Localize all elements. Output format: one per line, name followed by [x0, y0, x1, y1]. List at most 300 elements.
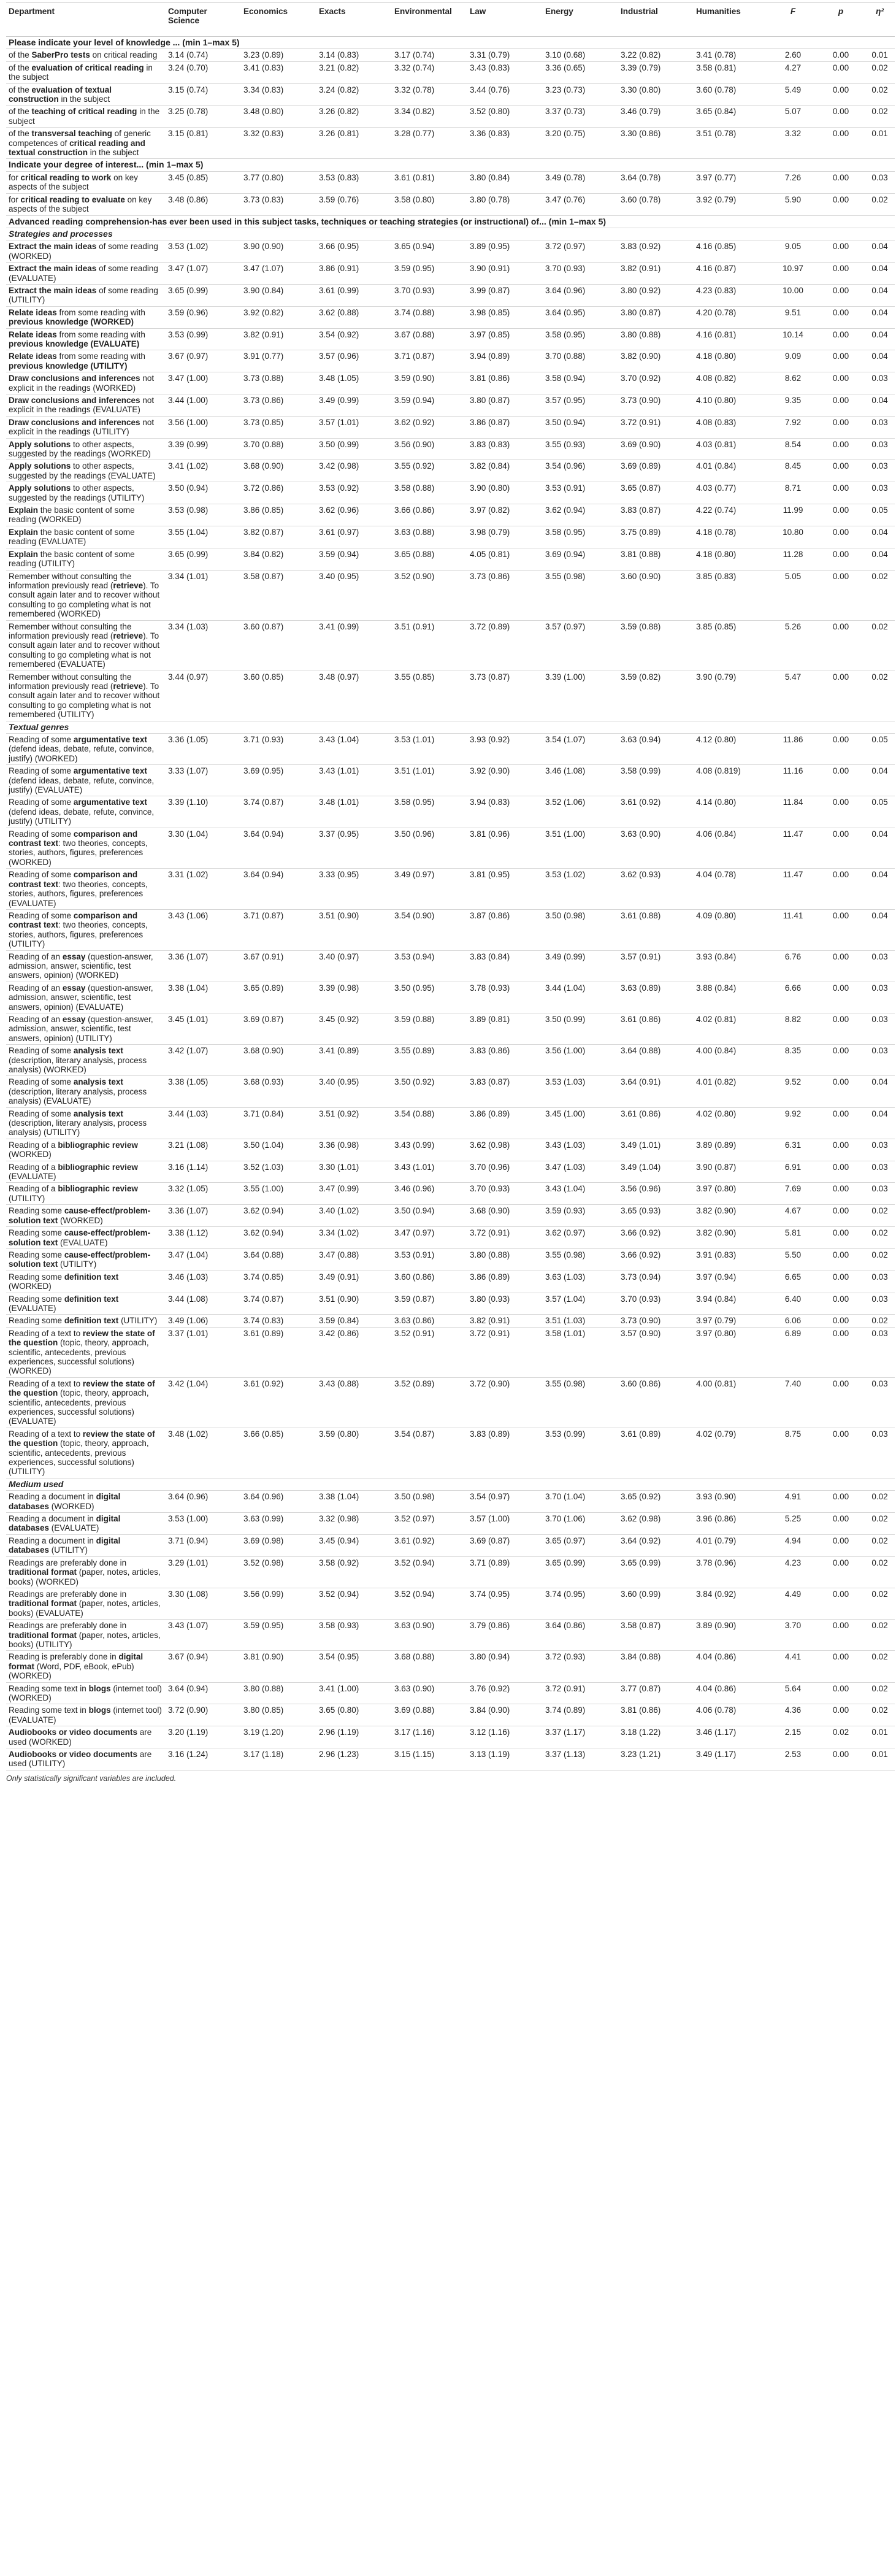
cell-value: 3.70 (1.06): [543, 1513, 618, 1535]
cell-value: 10.80: [769, 526, 817, 548]
cell-value: 3.65 (0.80): [316, 1704, 392, 1726]
label-text: (question-answer, admission, answer, scientific, test answers, opinion) (EVALUATE): [9, 983, 153, 1012]
cell-value: 0.00: [817, 796, 865, 828]
cell-value: 3.64 (0.94): [241, 869, 316, 910]
cell-value: 0.00: [817, 1271, 865, 1293]
table-row: [6, 526, 895, 548]
cell-value: 3.88 (0.84): [694, 982, 769, 1013]
label-emphasis: review the state of the question: [9, 1429, 155, 1448]
row-label: [6, 1139, 166, 1161]
cell-value: 3.61 (0.88): [618, 909, 694, 950]
cell-value: 3.17 (0.74): [392, 49, 467, 61]
row-label: [6, 460, 166, 482]
cell-value: 0.00: [817, 1139, 865, 1161]
column-header: Energy: [543, 3, 618, 37]
cell-value: 3.62 (0.94): [241, 1205, 316, 1227]
cell-value: 0.00: [817, 106, 865, 128]
label-emphasis: argumentative text: [73, 735, 147, 744]
cell-value: 3.64 (0.94): [166, 1682, 241, 1704]
cell-value: 3.44 (1.08): [166, 1293, 241, 1315]
label-emphasis: traditional format: [9, 1567, 77, 1577]
label-emphasis: definition text: [64, 1316, 119, 1326]
cell-value: 0.00: [817, 1248, 865, 1271]
cell-value: 3.64 (0.95): [543, 306, 618, 328]
cell-value: 3.57 (0.96): [316, 350, 392, 372]
cell-value: 4.04 (0.86): [694, 1651, 769, 1682]
subsection-heading-row: [6, 1478, 895, 1490]
label-text: Readings are preferably done in: [9, 1589, 127, 1599]
label-emphasis: argumentative text: [73, 766, 147, 776]
cell-value: 3.57 (1.04): [543, 1293, 618, 1315]
cell-value: 3.55 (0.92): [392, 460, 467, 482]
cell-value: 3.68 (0.90): [241, 1045, 316, 1076]
cell-value: 3.23 (0.89): [241, 49, 316, 61]
label-text: (question-answer, admission, answer, scientific, test answers, opinion) (UTILITY): [9, 1014, 153, 1043]
cell-value: 4.91: [769, 1491, 817, 1513]
cell-value: 0.04: [865, 306, 895, 328]
cell-value: 3.41 (0.78): [694, 49, 769, 61]
cell-value: 4.04 (0.78): [694, 869, 769, 910]
label-text: (defend ideas, debate, refute, convince, justify) (UTILITY): [9, 807, 155, 826]
cell-value: 3.73 (0.85): [241, 416, 316, 438]
label-emphasis: cause-effect/problem-solution text: [9, 1206, 151, 1225]
label-text: (paper, notes, articles, books) (UTILITY): [9, 1630, 161, 1649]
label-text: Reading some text in: [9, 1705, 89, 1715]
cell-value: 3.50 (0.92): [392, 1076, 467, 1107]
cell-value: 3.23 (0.73): [543, 83, 618, 106]
cell-value: 3.59 (0.82): [618, 671, 694, 721]
cell-value: 4.02 (0.79): [694, 1428, 769, 1478]
cell-value: 0.00: [817, 671, 865, 721]
label-text: ). To consult again later and to recover without consulting to go completing what is not remembered (WORKED): [9, 580, 160, 619]
label-text: : two theories, concepts, stories, authors, figures, preferences (WORKED): [9, 839, 148, 867]
cell-value: 4.23 (0.83): [694, 284, 769, 306]
cell-value: 4.20 (0.78): [694, 306, 769, 328]
cell-value: 3.81 (0.96): [467, 828, 543, 869]
row-label: [6, 1227, 166, 1249]
label-text: (paper, notes, articles, books) (EVALUATE): [9, 1599, 161, 1618]
cell-value: 0.00: [817, 548, 865, 570]
label-emphasis: Draw conclusions and inferences: [9, 374, 140, 383]
cell-value: 3.62 (0.98): [618, 1513, 694, 1535]
cell-value: 3.83 (0.87): [618, 504, 694, 526]
table-row: [6, 1682, 895, 1704]
table-row: [6, 1139, 895, 1161]
label-emphasis: essay: [62, 1014, 86, 1024]
table-row: [6, 869, 895, 910]
cell-value: 3.59 (0.94): [392, 394, 467, 417]
label-emphasis: definition text: [64, 1272, 119, 1282]
cell-value: 3.22 (0.82): [618, 49, 694, 61]
cell-value: 0.00: [817, 1045, 865, 1076]
cell-value: 3.69 (0.89): [618, 460, 694, 482]
label-text: Remember without consulting the information previously read (: [9, 672, 132, 691]
label-emphasis: blogs: [88, 1683, 111, 1693]
label-text: to other aspects, suggested by the readings (UTILITY): [9, 483, 145, 502]
cell-value: 4.22 (0.74): [694, 504, 769, 526]
cell-value: 4.94: [769, 1534, 817, 1556]
label-text: Remember without consulting the information previously read (: [9, 621, 132, 640]
label-text: the basic content of some reading (EVALUATE): [9, 527, 135, 547]
table-row: [6, 620, 895, 671]
cell-value: 3.53 (0.83): [316, 171, 392, 193]
cell-value: 3.57 (0.90): [618, 1327, 694, 1377]
cell-value: 3.51 (1.01): [392, 765, 467, 796]
cell-value: 0.02: [865, 1651, 895, 1682]
cell-value: 3.55 (1.00): [241, 1183, 316, 1205]
cell-value: 3.83 (0.92): [618, 240, 694, 263]
row-label: [6, 416, 166, 438]
cell-value: 0.00: [817, 734, 865, 765]
cell-value: 0.00: [817, 416, 865, 438]
cell-value: 3.64 (0.94): [241, 828, 316, 869]
cell-value: 3.65 (0.92): [618, 1491, 694, 1513]
row-label: [6, 1726, 166, 1748]
cell-value: 0.00: [817, 61, 865, 83]
row-label: [6, 438, 166, 460]
label-text: (WORKED): [58, 1215, 103, 1225]
column-header: Economics: [241, 3, 316, 37]
cell-value: 3.71 (0.84): [241, 1107, 316, 1139]
cell-value: 3.84 (0.92): [694, 1588, 769, 1619]
row-label: [6, 193, 166, 215]
cell-value: 3.68 (0.88): [392, 1651, 467, 1682]
cell-value: 3.32 (0.78): [392, 83, 467, 106]
cell-value: 0.00: [817, 1293, 865, 1315]
label-text: in the subject: [88, 148, 139, 158]
label-emphasis: transversal teaching: [31, 129, 112, 139]
cell-value: 0.01: [865, 128, 895, 159]
label-emphasis: bibliographic review: [58, 1140, 138, 1150]
section-heading-row: [6, 215, 895, 228]
cell-value: 3.72 (0.91): [618, 416, 694, 438]
cell-value: 3.67 (0.88): [392, 328, 467, 350]
cell-value: 3.98 (0.85): [467, 306, 543, 328]
label-text: Reading of an: [9, 952, 63, 961]
table-row: [6, 1513, 895, 1535]
cell-value: 3.62 (0.97): [543, 1227, 618, 1249]
cell-value: 3.82 (0.90): [618, 350, 694, 372]
table-row: [6, 372, 895, 394]
cell-value: 3.94 (0.84): [694, 1293, 769, 1315]
cell-value: 6.06: [769, 1315, 817, 1327]
label-text: : two theories, concepts, stories, authors, figures, preferences (UTILITY): [9, 920, 148, 949]
cell-value: 0.00: [817, 620, 865, 671]
cell-value: 5.05: [769, 570, 817, 620]
row-label: [6, 350, 166, 372]
cell-value: 3.24 (0.70): [166, 61, 241, 83]
cell-value: 3.36 (1.07): [166, 1205, 241, 1227]
label-text: (UTILITY): [118, 1316, 158, 1326]
table-row: [6, 128, 895, 159]
cell-value: 3.86 (0.91): [316, 263, 392, 285]
cell-value: 0.00: [817, 1620, 865, 1651]
table-row: [6, 350, 895, 372]
cell-value: 3.53 (0.91): [392, 1248, 467, 1271]
cell-value: 3.43 (1.04): [543, 1183, 618, 1205]
cell-value: 0.04: [865, 526, 895, 548]
label-text: from some reading with: [56, 329, 145, 339]
label-text: (topic, theory, approach, scientific, antecedents, previous experiences, successful solutions) (EVALUATE): [9, 1388, 149, 1426]
cell-value: 0.04: [865, 1076, 895, 1107]
label-text: Reading of a text to: [9, 1378, 83, 1388]
cell-value: 3.30 (1.01): [316, 1161, 392, 1183]
table-row: [6, 61, 895, 83]
cell-value: 3.82 (0.90): [694, 1227, 769, 1249]
cell-value: 3.46 (0.79): [618, 106, 694, 128]
cell-value: 3.80 (0.88): [618, 328, 694, 350]
cell-value: 3.20 (0.75): [543, 128, 618, 159]
cell-value: 3.85 (0.83): [694, 570, 769, 620]
label-text: ). To consult again later and to recover without consulting to go completing what is not remembered (UTILITY): [9, 681, 160, 720]
cell-value: 3.65 (0.99): [618, 1556, 694, 1588]
cell-value: 3.42 (1.07): [166, 1045, 241, 1076]
cell-value: 3.84 (0.82): [241, 548, 316, 570]
cell-value: 4.02 (0.80): [694, 1107, 769, 1139]
cell-value: 3.52 (0.94): [392, 1588, 467, 1619]
row-label: [6, 950, 166, 982]
label-emphasis: comparison and contrast text: [9, 829, 138, 848]
cell-value: 3.59 (0.95): [392, 263, 467, 285]
cell-value: 3.24 (0.82): [316, 83, 392, 106]
cell-value: 3.73 (0.86): [241, 394, 316, 417]
cell-value: 3.52 (0.97): [392, 1513, 467, 1535]
cell-value: 11.47: [769, 869, 817, 910]
label-text: Reading some: [9, 1228, 64, 1238]
table-row: [6, 1161, 895, 1183]
label-emphasis: Relate ideas: [9, 329, 57, 339]
cell-value: 8.45: [769, 460, 817, 482]
table-row: [6, 671, 895, 721]
cell-value: 3.65 (0.93): [618, 1205, 694, 1227]
row-label: [6, 49, 166, 61]
table-row: [6, 950, 895, 982]
cell-value: 3.61 (0.86): [618, 1013, 694, 1044]
cell-value: 3.60 (0.87): [241, 620, 316, 671]
row-label: [6, 284, 166, 306]
cell-value: 0.03: [865, 482, 895, 504]
table-row: [6, 828, 895, 869]
cell-value: 5.50: [769, 1248, 817, 1271]
cell-value: 3.30 (1.08): [166, 1588, 241, 1619]
cell-value: 3.74 (0.87): [241, 796, 316, 828]
cell-value: 0.04: [865, 284, 895, 306]
cell-value: 4.14 (0.80): [694, 796, 769, 828]
cell-value: 3.97 (0.77): [694, 171, 769, 193]
cell-value: 3.44 (1.00): [166, 394, 241, 417]
cell-value: 3.59 (0.94): [316, 548, 392, 570]
cell-value: 4.67: [769, 1205, 817, 1227]
row-label: [6, 1205, 166, 1227]
cell-value: 3.37 (1.17): [543, 1726, 618, 1748]
label-text: in the subject: [58, 94, 110, 104]
label-text: to other aspects, suggested by the readings (WORKED): [9, 439, 151, 459]
cell-value: 5.81: [769, 1227, 817, 1249]
cell-value: 5.64: [769, 1682, 817, 1704]
cell-value: 3.51 (0.78): [694, 128, 769, 159]
cell-value: 3.37 (1.01): [166, 1327, 241, 1377]
cell-value: 3.50 (0.94): [166, 482, 241, 504]
cell-value: 3.83 (0.87): [467, 1076, 543, 1107]
cell-value: 3.99 (0.87): [467, 284, 543, 306]
table-body: [6, 37, 895, 1771]
subsection-heading-row: [6, 721, 895, 733]
cell-value: 3.17 (1.18): [241, 1748, 316, 1771]
table-row: [6, 328, 895, 350]
label-emphasis: Draw conclusions and inferences: [9, 417, 140, 427]
table-row: [6, 394, 895, 417]
cell-value: 0.04: [865, 328, 895, 350]
cell-value: 3.49 (0.91): [316, 1271, 392, 1293]
results-table-figure: [6, 2, 890, 1783]
label-emphasis: comparison and contrast text: [9, 910, 138, 930]
cell-value: 0.00: [817, 171, 865, 193]
cell-value: 3.16 (1.24): [166, 1748, 241, 1771]
row-label: [6, 828, 166, 869]
table-row: [6, 1726, 895, 1748]
label-text: (UTILITY): [49, 1545, 88, 1555]
cell-value: 3.67 (0.94): [166, 1651, 241, 1682]
cell-value: 4.03 (0.81): [694, 438, 769, 460]
cell-value: 3.53 (0.92): [316, 482, 392, 504]
cell-value: 0.00: [817, 306, 865, 328]
label-emphasis: traditional format: [9, 1599, 77, 1609]
cell-value: 3.48 (0.86): [166, 193, 241, 215]
label-emphasis: Audiobooks or video documents: [9, 1750, 138, 1759]
label-text: Reading some: [9, 1250, 64, 1259]
cell-value: 3.72 (0.91): [467, 1327, 543, 1377]
cell-value: 3.94 (0.89): [467, 350, 543, 372]
row-label: [6, 1748, 166, 1771]
cell-value: 2.60: [769, 49, 817, 61]
cell-value: 0.03: [865, 1045, 895, 1076]
cell-value: 4.06 (0.78): [694, 1704, 769, 1726]
cell-value: 3.15 (0.81): [166, 128, 241, 159]
row-label: [6, 394, 166, 417]
cell-value: 3.32 (0.83): [241, 128, 316, 159]
cell-value: 3.52 (0.89): [392, 1377, 467, 1428]
cell-value: 3.49 (1.06): [166, 1315, 241, 1327]
cell-value: 3.59 (0.96): [166, 306, 241, 328]
table-row: [6, 460, 895, 482]
cell-value: 3.65 (0.89): [241, 982, 316, 1013]
cell-value: 3.46 (1.03): [166, 1271, 241, 1293]
cell-value: 3.41 (0.89): [316, 1045, 392, 1076]
cell-value: 3.65 (0.94): [392, 240, 467, 263]
label-emphasis: essay: [62, 983, 86, 993]
cell-value: 3.59 (0.88): [618, 620, 694, 671]
table-row: [6, 171, 895, 193]
cell-value: 3.12 (1.16): [467, 1726, 543, 1748]
label-text: of the: [9, 129, 32, 139]
cell-value: 3.74 (0.89): [543, 1704, 618, 1726]
label-text: (topic, theory, approach, scientific, antecedents, previous experiences, successful solutions) (UTILITY): [9, 1439, 149, 1477]
cell-value: 6.91: [769, 1161, 817, 1183]
cell-value: 2.53: [769, 1748, 817, 1771]
table-row: [6, 982, 895, 1013]
cell-value: 3.49 (1.17): [694, 1748, 769, 1771]
cell-value: 3.54 (0.92): [316, 328, 392, 350]
label-text: not explicit in the readings (UTILITY): [9, 417, 155, 437]
cell-value: 3.86 (0.89): [467, 1271, 543, 1293]
column-header: η²: [865, 3, 895, 37]
cell-value: 3.47 (1.07): [241, 263, 316, 285]
cell-value: 3.78 (0.96): [694, 1556, 769, 1588]
row-label: [6, 671, 166, 721]
cell-value: 0.01: [865, 1748, 895, 1771]
cell-value: 3.93 (0.92): [467, 734, 543, 765]
cell-value: 3.47 (0.76): [543, 193, 618, 215]
cell-value: 0.00: [817, 1491, 865, 1513]
cell-value: 3.52 (0.94): [392, 1556, 467, 1588]
row-label: [6, 526, 166, 548]
cell-value: 3.54 (0.87): [392, 1428, 467, 1478]
label-emphasis: evaluation of critical reading: [31, 63, 144, 72]
cell-value: 3.58 (0.87): [241, 570, 316, 620]
cell-value: 7.26: [769, 171, 817, 193]
cell-value: 5.47: [769, 671, 817, 721]
table-row: [6, 1491, 895, 1513]
cell-value: 3.66 (0.85): [241, 1428, 316, 1478]
results-table: [6, 2, 895, 1771]
cell-value: 3.62 (0.96): [316, 504, 392, 526]
cell-value: 0.03: [865, 982, 895, 1013]
cell-value: 3.70 (0.96): [467, 1161, 543, 1183]
cell-value: 3.77 (0.87): [618, 1682, 694, 1704]
cell-value: 3.69 (0.95): [241, 765, 316, 796]
cell-value: 0.03: [865, 171, 895, 193]
cell-value: 3.73 (0.87): [467, 671, 543, 721]
cell-value: 3.87 (0.86): [467, 909, 543, 950]
cell-value: 3.39 (0.79): [618, 61, 694, 83]
cell-value: 3.59 (0.84): [316, 1315, 392, 1327]
label-text: for: [9, 172, 21, 182]
cell-value: 4.03 (0.77): [694, 482, 769, 504]
label-emphasis: retrieve: [113, 631, 144, 640]
label-text: to other aspects, suggested by the readings (EVALUATE): [9, 461, 156, 480]
cell-value: 8.75: [769, 1428, 817, 1478]
cell-value: 3.29 (1.01): [166, 1556, 241, 1588]
cell-value: 3.50 (0.98): [543, 909, 618, 950]
cell-value: 3.39 (0.98): [316, 982, 392, 1013]
cell-value: 3.54 (0.95): [316, 1651, 392, 1682]
cell-value: 3.62 (0.93): [618, 869, 694, 910]
label-text: ). To consult again later and to recover without consulting to go completing what is not remembered (EVALUATE): [9, 631, 160, 669]
column-header: Humanities: [694, 3, 769, 37]
label-text: (defend ideas, debate, refute, convince, justify) (WORKED): [9, 744, 155, 763]
cell-value: 3.28 (0.77): [392, 128, 467, 159]
label-text: (paper, notes, articles, books) (WORKED): [9, 1567, 161, 1586]
column-header: Computer Science: [166, 3, 241, 37]
label-text: on critical reading: [90, 50, 158, 60]
table-row: [6, 909, 895, 950]
cell-value: 0.00: [817, 504, 865, 526]
section-heading: Indicate your degree of interest... (min 1–max 5): [6, 159, 895, 171]
table-footnote: Only statistically significant variables are included.: [6, 1774, 177, 1783]
cell-value: 3.58 (0.87): [618, 1620, 694, 1651]
cell-value: 0.03: [865, 1327, 895, 1377]
cell-value: 3.14 (0.83): [316, 49, 392, 61]
table-row: [6, 1428, 895, 1478]
cell-value: 0.00: [817, 1513, 865, 1535]
cell-value: 3.49 (0.78): [543, 171, 618, 193]
table-row: [6, 1556, 895, 1588]
cell-value: 3.64 (0.91): [618, 1076, 694, 1107]
cell-value: 3.34 (1.01): [166, 570, 241, 620]
cell-value: 10.00: [769, 284, 817, 306]
cell-value: 0.03: [865, 1139, 895, 1161]
row-label: [6, 1271, 166, 1293]
